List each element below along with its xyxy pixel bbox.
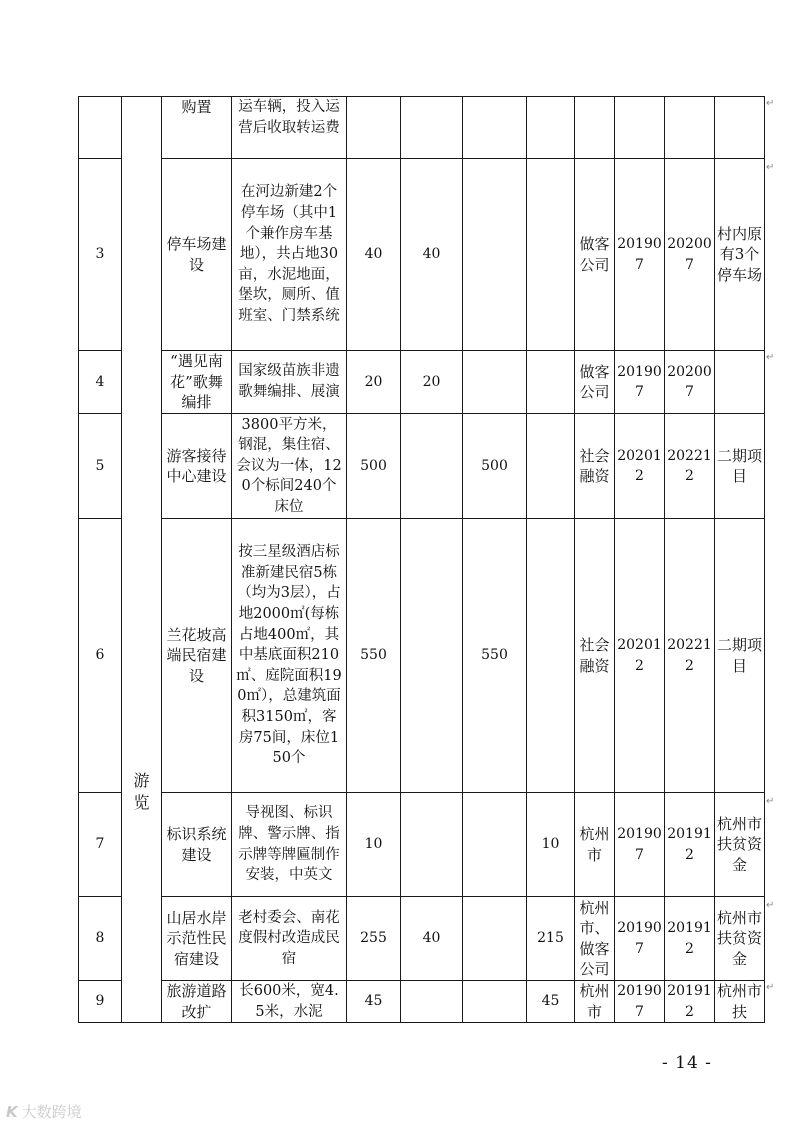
responsible-unit: 社会融资 — [575, 519, 615, 793]
remark: 杭州市扶 — [715, 981, 765, 1023]
paragraph-mark: ↵ — [766, 98, 775, 109]
remark: 杭州市扶贫资金 — [715, 897, 765, 981]
investment-b — [463, 97, 527, 159]
remark: 二期项目 — [715, 519, 765, 793]
row-number: 8 — [79, 897, 122, 981]
start-date: 202012 — [615, 414, 665, 519]
investment-c — [527, 519, 575, 793]
end-date: 201912 — [665, 897, 715, 981]
project-content: 按三星级酒店标准新建民宿5栋（均为3层），占地2000㎡(每栋占地400㎡，其中基底面积210㎡、庭院面积190㎡），总建筑面积3150㎡，客房75间，床位150个 — [232, 519, 347, 793]
investment-a: 20 — [401, 351, 463, 414]
remark — [715, 351, 765, 414]
table-row — [79, 97, 765, 159]
investment-c: 10 — [527, 793, 575, 897]
paragraph-mark: ↵ — [766, 796, 775, 807]
row-number: 4 — [79, 351, 122, 414]
end-date: 201912 — [665, 981, 715, 1023]
total-investment: 45 — [347, 981, 401, 1023]
project-name: 购置 — [162, 97, 232, 159]
end-date: 202212 — [665, 414, 715, 519]
project-content: 国家级苗族非遗歌舞编排、展演 — [232, 351, 347, 414]
project-name: 游客接待中心建设 — [162, 414, 232, 519]
row-number: 6 — [79, 519, 122, 793]
table-row — [79, 897, 765, 981]
total-investment: 550 — [347, 519, 401, 793]
total-investment: 20 — [347, 351, 401, 414]
responsible-unit: 做客公司 — [575, 159, 615, 351]
investment-b — [463, 897, 527, 981]
end-date: 202212 — [665, 519, 715, 793]
paragraph-mark: ↵ — [766, 352, 775, 363]
project-name: 标识系统建设 — [162, 793, 232, 897]
table-row — [79, 793, 765, 897]
investment-b: 500 — [463, 414, 527, 519]
project-table — [78, 96, 765, 1023]
responsible-unit: 杭州市 — [575, 981, 615, 1023]
category-label: 游览 — [133, 771, 150, 813]
end-date: 202007 — [665, 351, 715, 414]
project-content: 运车辆，投入运营后收取转运费 — [232, 97, 347, 159]
project-content: 3800平方米，钢混，集住宿、会议为一体，120个标间240个床位 — [232, 414, 347, 519]
watermark — [6, 1101, 82, 1122]
start-date: 201907 — [615, 981, 665, 1023]
investment-b — [463, 351, 527, 414]
investment-a: 40 — [401, 159, 463, 351]
start-date: 202012 — [615, 519, 665, 793]
paragraph-mark: ↵ — [766, 900, 775, 911]
end-date — [665, 97, 715, 159]
project-content: 长600米，宽4.5米，水泥 — [232, 981, 347, 1023]
category-cell — [122, 97, 162, 1023]
page-number: - 14 - — [662, 1053, 712, 1073]
start-date: 201907 — [615, 897, 665, 981]
project-name: 旅游道路改扩 — [162, 981, 232, 1023]
investment-c: 45 — [527, 981, 575, 1023]
remark: 村内原有3个停车场 — [715, 159, 765, 351]
investment-a — [401, 97, 463, 159]
row-number: 3 — [79, 159, 122, 351]
total-investment: 255 — [347, 897, 401, 981]
investment-b — [463, 793, 527, 897]
start-date: 201907 — [615, 351, 665, 414]
start-date: 201907 — [615, 793, 665, 897]
row-number: 9 — [79, 981, 122, 1023]
total-investment: 10 — [347, 793, 401, 897]
project-content: 在河边新建2个停车场（其中1个兼作房车基地），共占地30亩，水泥地面，堡坎，厕所、值班室、门禁系统 — [232, 159, 347, 351]
investment-b — [463, 981, 527, 1023]
investment-c — [527, 351, 575, 414]
paragraph-mark: ↵ — [766, 982, 775, 993]
row-number — [79, 97, 122, 159]
watermark-text: 大数跨境 — [21, 1103, 82, 1121]
project-name: 停车场建设 — [162, 159, 232, 351]
start-date — [615, 97, 665, 159]
responsible-unit: 社会融资 — [575, 414, 615, 519]
responsible-unit: 杭州市、做客公司 — [575, 897, 615, 981]
remark: 二期项目 — [715, 414, 765, 519]
investment-a — [401, 519, 463, 793]
responsible-unit: 做客公司 — [575, 351, 615, 414]
investment-a — [401, 793, 463, 897]
watermark-logo-icon: K — [6, 1102, 18, 1121]
table-row — [79, 519, 765, 793]
end-date: 202007 — [665, 159, 715, 351]
investment-c — [527, 159, 575, 351]
table-row — [79, 981, 765, 1023]
table-row — [79, 414, 765, 519]
investment-c — [527, 97, 575, 159]
responsible-unit — [575, 97, 615, 159]
project-name: 兰花坡高端民宿建设 — [162, 519, 232, 793]
table-row — [79, 159, 765, 351]
project-content: 导视图、标识牌、警示牌、指示牌等牌匾制作安装，中英文 — [232, 793, 347, 897]
project-name: “遇见南花”歌舞编排 — [162, 351, 232, 414]
investment-b — [463, 159, 527, 351]
investment-c: 215 — [527, 897, 575, 981]
total-investment: 500 — [347, 414, 401, 519]
remark — [715, 97, 765, 159]
project-content: 老村委会、南花度假村改造成民宿 — [232, 897, 347, 981]
total-investment: 40 — [347, 159, 401, 351]
investment-a — [401, 414, 463, 519]
investment-c — [527, 414, 575, 519]
row-number: 7 — [79, 793, 122, 897]
row-number: 5 — [79, 414, 122, 519]
paragraph-mark: ↵ — [766, 162, 775, 173]
remark: 杭州市扶贫资金 — [715, 793, 765, 897]
investment-a — [401, 981, 463, 1023]
start-date: 201907 — [615, 159, 665, 351]
project-name: 山居水岸示范性民宿建设 — [162, 897, 232, 981]
investment-a: 40 — [401, 897, 463, 981]
total-investment — [347, 97, 401, 159]
responsible-unit: 杭州市 — [575, 793, 615, 897]
investment-b: 550 — [463, 519, 527, 793]
end-date: 201912 — [665, 793, 715, 897]
table-row — [79, 351, 765, 414]
